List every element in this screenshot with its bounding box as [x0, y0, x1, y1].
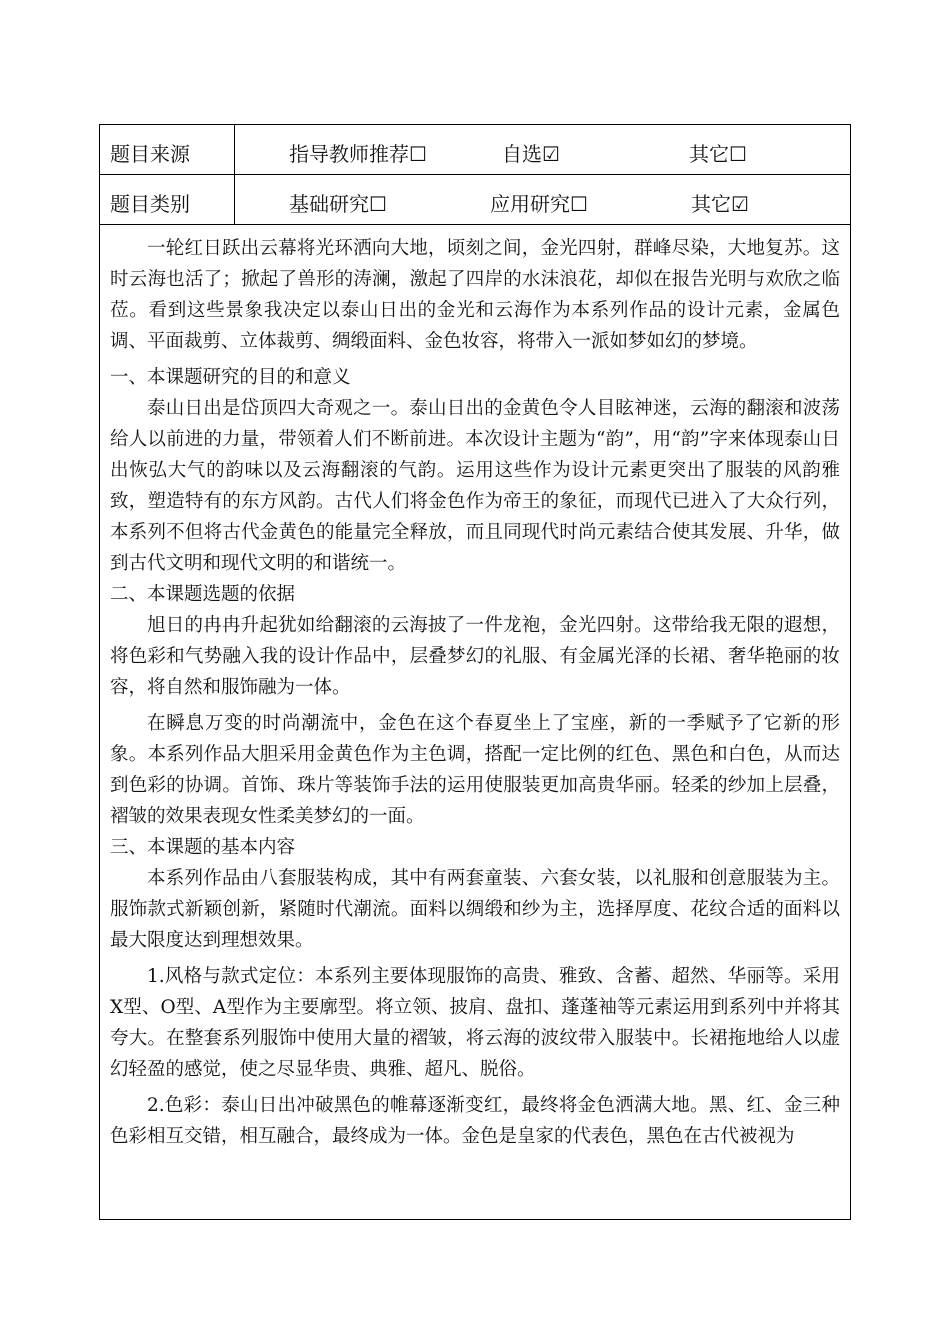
section-heading-2: 二、本课题选题的依据 [110, 584, 296, 605]
option-basic-research[interactable]: 基础研究☐ [289, 192, 387, 216]
topic-source-row [100, 125, 850, 175]
option-advisor-recommended[interactable]: 指导教师推荐☐ [289, 142, 427, 166]
content-text [110, 233, 840, 1157]
content-cell [100, 225, 850, 1219]
section-2-paragraph-1: 旭日的冉冉升起犹如给翻滚的云海披了一件龙袍，金光四射。这带给我无限的遐想，将色彩和气势融入我的设计作品中，层叠梦幻的礼服、有金属光泽的长裙、奢华艳丽的妆容，将自然和服饰融为一体。 [110, 615, 840, 698]
option-source-other[interactable]: 其它☐ [689, 142, 747, 166]
topic-category-row [100, 175, 850, 225]
proposal-table [99, 124, 851, 1220]
intro-paragraph: 一轮红日跃出云幕将光环洒向大地，顷刻之间，金光四射，群峰尽染，大地复苏。这时云海也活了；掀起了兽形的涛澜，激起了四岸的水沫浪花，却似在报告光明与欢欣之临莅。看到这些景象我决定以泰山日出的金光和云海作为本系列作品的设计元素，金属色调、平面裁剪、立体裁剪、绸缎面料、金色妆容，将带入一派如梦如幻的梦境。 [110, 238, 840, 352]
section-1-paragraph: 泰山日出是岱顶四大奇观之一。泰山日出的金黄色令人目眩神迷，云海的翻滚和波荡给人以前进的力量，带领着人们不断前进。本次设计主题为“韵”，用“韵”字来体现泰山日出恢弘大气的韵味以及云海翻滚的气韵。运用这些作为设计元素更突出了服装的风韵雅致，塑造特有的东方风韵。古代人们将金色作为帝王的象征，而现代已进入了大众行列，本系列不但将古代金黄色的能量完全释放，而且同现代时尚元素结合使其发展、升华，做到古代文明和现代文明的和谐统一。 [110, 398, 840, 574]
section-3-paragraph-1: 本系列作品由八套服装构成，其中有两套童装、六套女装，以礼服和创意服装为主。服饰款式新颖创新，紧随时代潮流。面料以绸缎和纱为主，选择厚度、花纹合适的面料以最大限度达到理想效果。 [110, 868, 840, 951]
section-heading-3: 三、本课题的基本内容 [110, 837, 296, 858]
topic-category-label: 题目类别 [110, 192, 190, 216]
section-3-paragraph-3: 2.色彩：泰山日出冲破黑色的帷幕逐渐变红，最终将金色洒满大地。黑、红、金三种色彩相互交错，相互融合，最终成为一体。金色是皇家的代表色，黑色在古代被视为 [110, 1095, 840, 1147]
option-applied-research[interactable]: 应用研究☐ [490, 192, 588, 216]
topic-source-label: 题目来源 [110, 142, 190, 166]
topic-category-label-cell [100, 175, 235, 224]
section-2-paragraph-2: 在瞬息万变的时尚潮流中，金色在这个春夏坐上了宝座，新的一季赋予了它新的形象。本系列作品大胆采用金黄色作为主色调，搭配一定比例的红色、黑色和白色，从而达到色彩的协调。首饰、珠片等装饰手法的运用使服装更加高贵华丽。轻柔的纱加上层叠，褶皱的效果表现女性柔美梦幻的一面。 [110, 713, 840, 827]
topic-source-label-cell [100, 125, 235, 174]
option-self-selected[interactable]: 自选☑ [502, 142, 560, 166]
option-category-other[interactable]: 其它☑ [691, 192, 749, 216]
section-3-paragraph-2: 1.风格与款式定位：本系列主要体现服饰的高贵、雅致、含蓄、超然、华丽等。采用X型、O型、A型作为主要廓型。将立领、披肩、盘扣、蓬蓬袖等元素运用到系列中并将其夸大。在整套系列服饰中使用大量的褶皱，将云海的波纹带入服装中。长裙拖地给人以虚幻轻盈的感觉，使之尽显华贵、典雅、超凡、脱俗。 [110, 966, 840, 1080]
section-heading-1: 一、本课题研究的目的和意义 [110, 367, 351, 388]
